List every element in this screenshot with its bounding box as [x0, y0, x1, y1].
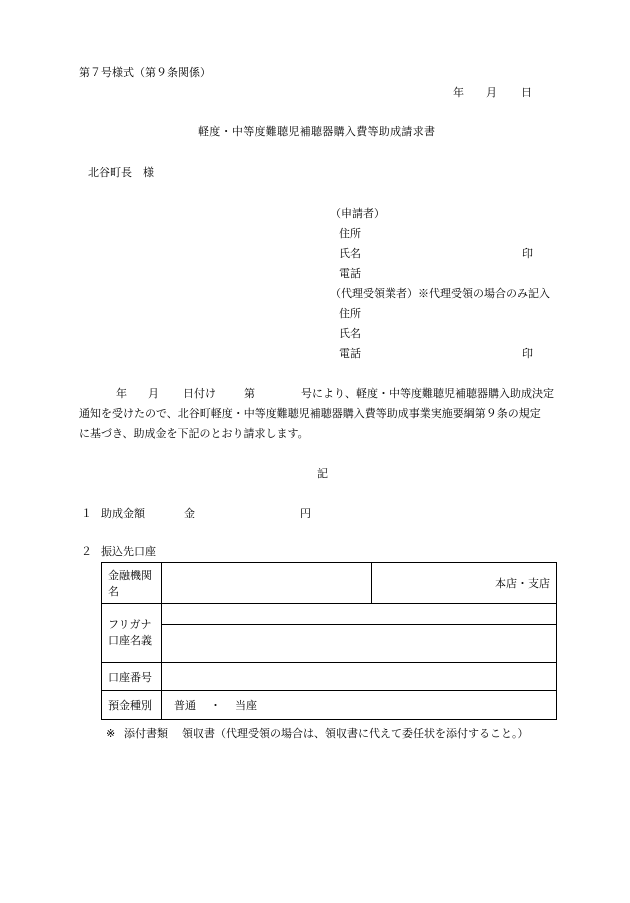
note-text: 領収書（代理受領の場合は、領収書に代えて委任状を添付すること。）: [182, 727, 529, 740]
furigana-field[interactable]: [162, 604, 557, 625]
holder-name-field[interactable]: [162, 625, 557, 663]
applicant-name-label: 氏名: [339, 247, 361, 260]
body-line1: 号により、軽度・中等度難聴児補聴器購入助成決定: [301, 387, 554, 400]
deposit-type-label: 預金種別: [102, 691, 162, 720]
table-row: [102, 625, 557, 663]
ki-heading: 記: [317, 467, 328, 480]
body-line3: に基づき、助成金を下記のとおり請求します。: [79, 427, 309, 440]
applicant-address-label: 住所: [339, 227, 361, 240]
table-row: [102, 604, 557, 625]
section1-yen: 円: [300, 507, 311, 520]
table-row: [102, 663, 557, 691]
table-row: [102, 691, 557, 720]
section1-label: 助成金額: [101, 507, 145, 520]
date-day: 日: [521, 86, 532, 99]
section1-number: １: [81, 507, 92, 520]
agent-name-label: 氏名: [339, 327, 361, 340]
date-month: 月: [486, 86, 497, 99]
section2-number: ２: [81, 545, 92, 558]
bank-name-field[interactable]: [162, 563, 372, 604]
account-number-label: 口座番号: [102, 663, 162, 691]
section1-kin: 金: [184, 507, 195, 520]
agent-address-label: 住所: [339, 307, 361, 320]
note-mark: ※: [106, 727, 116, 740]
body-line2: 通知を受けたので、北谷町軽度・中等度難聴児補聴器購入費等助成事業実施要綱第９条の規定: [79, 407, 541, 420]
body-date-suffix: 日付け: [183, 387, 216, 400]
type-separator: ・: [210, 699, 221, 712]
branch-field[interactable]: 本店・支店: [372, 563, 557, 604]
account-number-field[interactable]: [162, 663, 557, 691]
agent-seal: 印: [522, 347, 533, 360]
deposit-type-options: [162, 691, 557, 720]
applicant-heading: （申請者）: [330, 207, 385, 220]
account-table: [101, 562, 557, 720]
date-year: 年: [453, 86, 464, 99]
section2-label: 振込先口座: [101, 545, 156, 558]
bank-name-label: 金融機関名: [102, 563, 162, 604]
body-month: 月: [148, 387, 159, 400]
addressee: 北谷町長 様: [88, 166, 154, 179]
agent-heading: （代理受領業者）※代理受領の場合のみ記入: [330, 287, 550, 300]
agent-phone-label: 電話: [339, 347, 361, 360]
holder-name-label: 口座名義: [108, 634, 152, 647]
body-year: 年: [116, 387, 127, 400]
form-number: 第７号様式（第９条関係）: [79, 66, 211, 79]
furigana-label: フリガナ: [108, 618, 152, 631]
document-title: 軽度・中等度難聴児補聴器購入費等助成請求書: [198, 125, 436, 138]
applicant-seal: 印: [522, 247, 533, 260]
table-row: [102, 563, 557, 604]
holder-label: [102, 604, 162, 663]
type-ordinary-option[interactable]: 普通: [174, 699, 196, 712]
note-label: 添付書類: [124, 727, 168, 740]
type-current-option[interactable]: 当座: [235, 699, 257, 712]
applicant-phone-label: 電話: [339, 267, 361, 280]
body-dai: 第: [244, 387, 255, 400]
